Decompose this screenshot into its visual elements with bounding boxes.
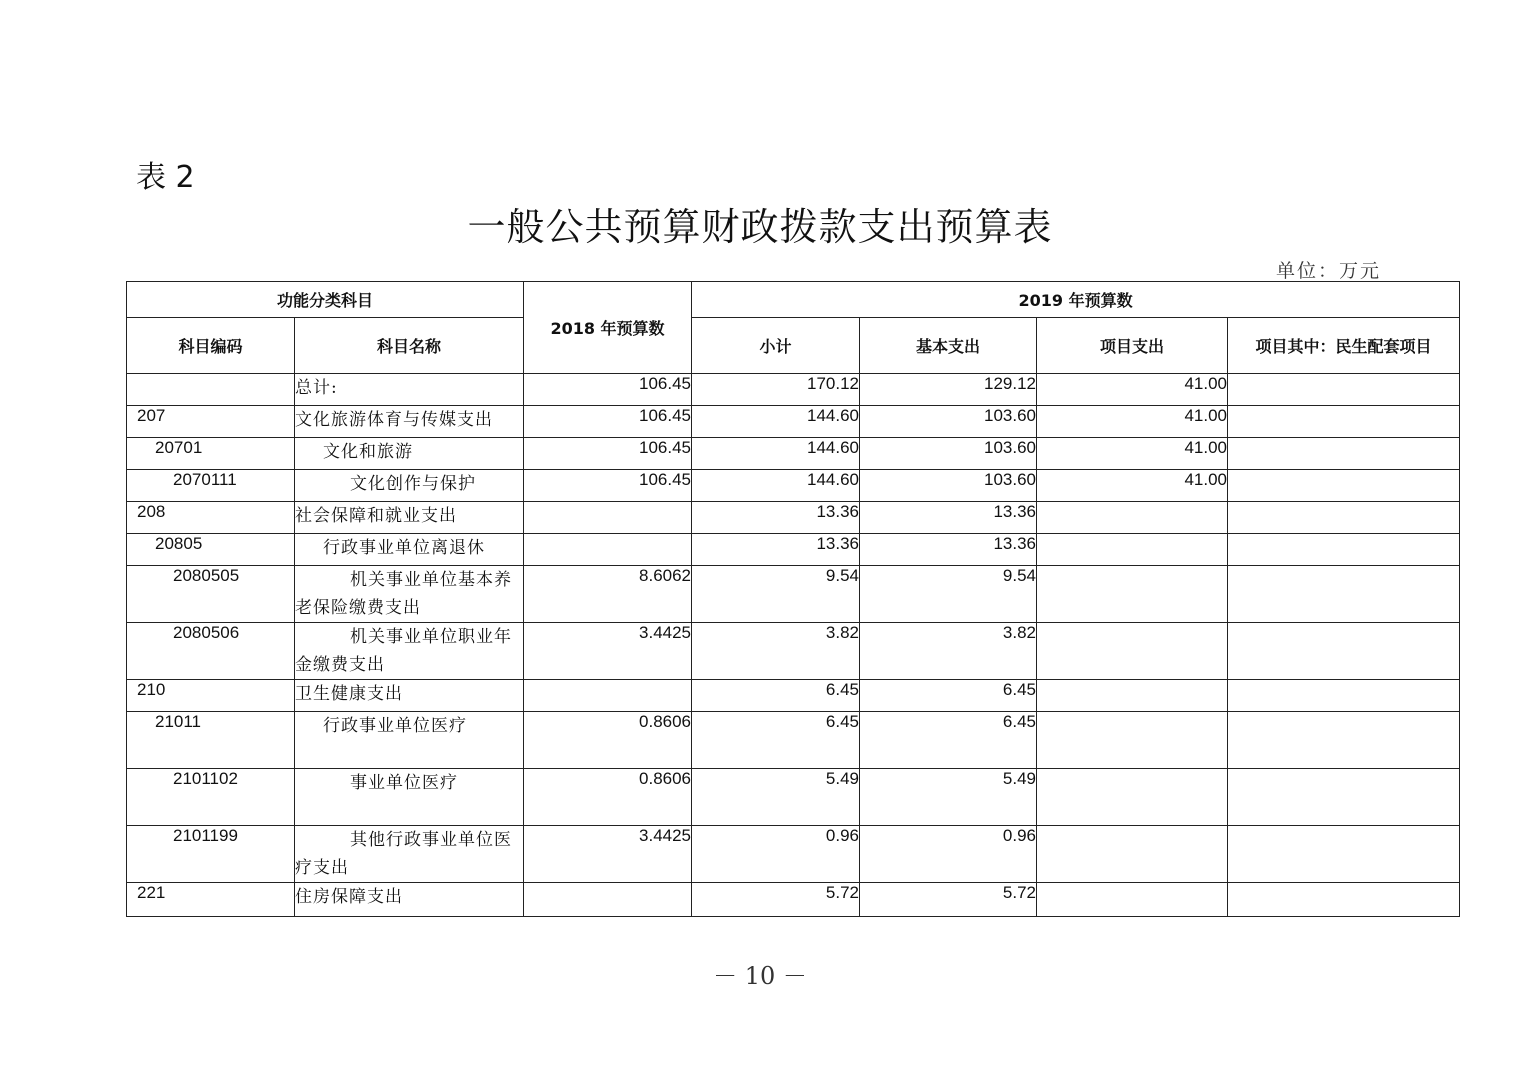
row-livelihood — [1228, 712, 1460, 769]
row-project — [1037, 534, 1228, 566]
header-subtotal: 小计 — [692, 318, 860, 374]
row-livelihood — [1228, 502, 1460, 534]
row-budget-2018: 3.4425 — [524, 623, 692, 680]
row-basic: 129.12 — [860, 374, 1037, 406]
row-livelihood — [1228, 470, 1460, 502]
row-subtotal: 0.96 — [692, 826, 860, 883]
row-code: 2101199 — [127, 826, 295, 883]
row-name-text: 住房保障支出 — [295, 887, 403, 907]
document-title: 一般公共预算财政拨款支出预算表 — [467, 205, 1053, 249]
row-budget-2018 — [524, 680, 692, 712]
row-livelihood — [1228, 534, 1460, 566]
row-budget-2018 — [524, 883, 692, 917]
row-budget-2018: 0.8606 — [524, 769, 692, 826]
row-livelihood — [1228, 566, 1460, 623]
row-subtotal: 144.60 — [692, 470, 860, 502]
row-livelihood — [1228, 680, 1460, 712]
row-code: 207 — [127, 406, 295, 438]
row-name — [295, 883, 524, 917]
row-code — [127, 374, 295, 406]
table-row — [127, 712, 1460, 769]
row-name-text: 文化旅游体育与传媒支出 — [295, 410, 493, 430]
row-subtotal: 6.45 — [692, 712, 860, 769]
row-livelihood — [1228, 406, 1460, 438]
table-row — [127, 470, 1460, 502]
row-budget-2018: 8.6062 — [524, 566, 692, 623]
row-code: 221 — [127, 883, 295, 917]
table-row — [127, 826, 1460, 883]
row-name-text: 总计: — [295, 378, 338, 398]
row-project — [1037, 769, 1228, 826]
row-budget-2018: 3.4425 — [524, 826, 692, 883]
row-code: 2101102 — [127, 769, 295, 826]
row-subtotal: 144.60 — [692, 438, 860, 470]
header-budget-2018: 2018 年预算数 — [524, 282, 692, 374]
row-project: 41.00 — [1037, 374, 1228, 406]
row-name-text: 卫生健康支出 — [295, 684, 403, 704]
table-label: 表 2 — [136, 160, 195, 195]
header-budget-2019: 2019 年预算数 — [692, 282, 1460, 318]
row-project — [1037, 712, 1228, 769]
table-row — [127, 438, 1460, 470]
table-row — [127, 883, 1460, 917]
row-basic: 103.60 — [860, 406, 1037, 438]
row-livelihood — [1228, 883, 1460, 917]
row-subtotal: 170.12 — [692, 374, 860, 406]
row-name — [295, 438, 524, 470]
row-budget-2018: 0.8606 — [524, 712, 692, 769]
row-name — [295, 623, 524, 680]
header-project-livelihood: 项目其中：民生配套项目 — [1228, 318, 1460, 374]
table-row — [127, 534, 1460, 566]
page-number: － 10 － — [713, 962, 807, 990]
row-basic: 103.60 — [860, 438, 1037, 470]
row-livelihood — [1228, 623, 1460, 680]
row-code: 2070111 — [127, 470, 295, 502]
row-name — [295, 374, 524, 406]
row-project — [1037, 623, 1228, 680]
row-code: 210 — [127, 680, 295, 712]
row-name — [295, 470, 524, 502]
row-name — [295, 502, 524, 534]
row-basic: 5.72 — [860, 883, 1037, 917]
header-name: 科目名称 — [295, 318, 524, 374]
row-subtotal: 5.49 — [692, 769, 860, 826]
row-budget-2018: 106.45 — [524, 438, 692, 470]
unit-label: 单位：万元 — [1276, 260, 1382, 282]
row-subtotal: 9.54 — [692, 566, 860, 623]
row-project — [1037, 680, 1228, 712]
row-name-text: 其他行政事业单位医疗支出 — [295, 830, 512, 878]
row-project — [1037, 566, 1228, 623]
row-basic: 6.45 — [860, 680, 1037, 712]
row-name — [295, 680, 524, 712]
row-livelihood — [1228, 438, 1460, 470]
row-subtotal: 5.72 — [692, 883, 860, 917]
row-livelihood — [1228, 374, 1460, 406]
row-subtotal: 13.36 — [692, 502, 860, 534]
row-project: 41.00 — [1037, 406, 1228, 438]
row-basic: 13.36 — [860, 534, 1037, 566]
row-code: 2080506 — [127, 623, 295, 680]
row-budget-2018: 106.45 — [524, 406, 692, 438]
row-project — [1037, 502, 1228, 534]
header-basic: 基本支出 — [860, 318, 1037, 374]
row-name-text: 文化和旅游 — [323, 442, 413, 462]
row-name-text: 机关事业单位基本养老保险缴费支出 — [295, 570, 512, 618]
row-subtotal: 3.82 — [692, 623, 860, 680]
row-project — [1037, 826, 1228, 883]
table-row — [127, 502, 1460, 534]
row-basic: 9.54 — [860, 566, 1037, 623]
row-basic: 0.96 — [860, 826, 1037, 883]
row-budget-2018: 106.45 — [524, 374, 692, 406]
row-name-text: 机关事业单位职业年金缴费支出 — [295, 627, 512, 675]
table-row — [127, 374, 1460, 406]
row-budget-2018 — [524, 534, 692, 566]
table-row — [127, 769, 1460, 826]
row-project: 41.00 — [1037, 438, 1228, 470]
row-budget-2018 — [524, 502, 692, 534]
row-code: 20701 — [127, 438, 295, 470]
row-name-text: 事业单位医疗 — [350, 773, 458, 793]
row-basic: 13.36 — [860, 502, 1037, 534]
table-row — [127, 566, 1460, 623]
row-subtotal: 13.36 — [692, 534, 860, 566]
row-subtotal: 144.60 — [692, 406, 860, 438]
row-name-text: 社会保障和就业支出 — [295, 506, 457, 526]
table-row — [127, 406, 1460, 438]
row-basic: 6.45 — [860, 712, 1037, 769]
row-project: 41.00 — [1037, 470, 1228, 502]
header-project: 项目支出 — [1037, 318, 1228, 374]
row-project — [1037, 883, 1228, 917]
row-basic: 5.49 — [860, 769, 1037, 826]
row-livelihood — [1228, 826, 1460, 883]
row-code: 208 — [127, 502, 295, 534]
budget-table — [126, 281, 1460, 917]
table-row — [127, 623, 1460, 680]
row-name — [295, 566, 524, 623]
row-name — [295, 826, 524, 883]
row-basic: 3.82 — [860, 623, 1037, 680]
row-code: 2080505 — [127, 566, 295, 623]
row-basic: 103.60 — [860, 470, 1037, 502]
row-name-text: 文化创作与保护 — [350, 474, 476, 494]
row-budget-2018: 106.45 — [524, 470, 692, 502]
header-function-classification: 功能分类科目 — [127, 282, 524, 318]
row-name — [295, 769, 524, 826]
row-code: 21011 — [127, 712, 295, 769]
row-name — [295, 534, 524, 566]
row-code: 20805 — [127, 534, 295, 566]
row-name — [295, 712, 524, 769]
table-row — [127, 680, 1460, 712]
header-code: 科目编码 — [127, 318, 295, 374]
row-name — [295, 406, 524, 438]
row-livelihood — [1228, 769, 1460, 826]
row-name-text: 行政事业单位离退休 — [323, 538, 485, 558]
row-name-text: 行政事业单位医疗 — [323, 716, 467, 736]
row-subtotal: 6.45 — [692, 680, 860, 712]
